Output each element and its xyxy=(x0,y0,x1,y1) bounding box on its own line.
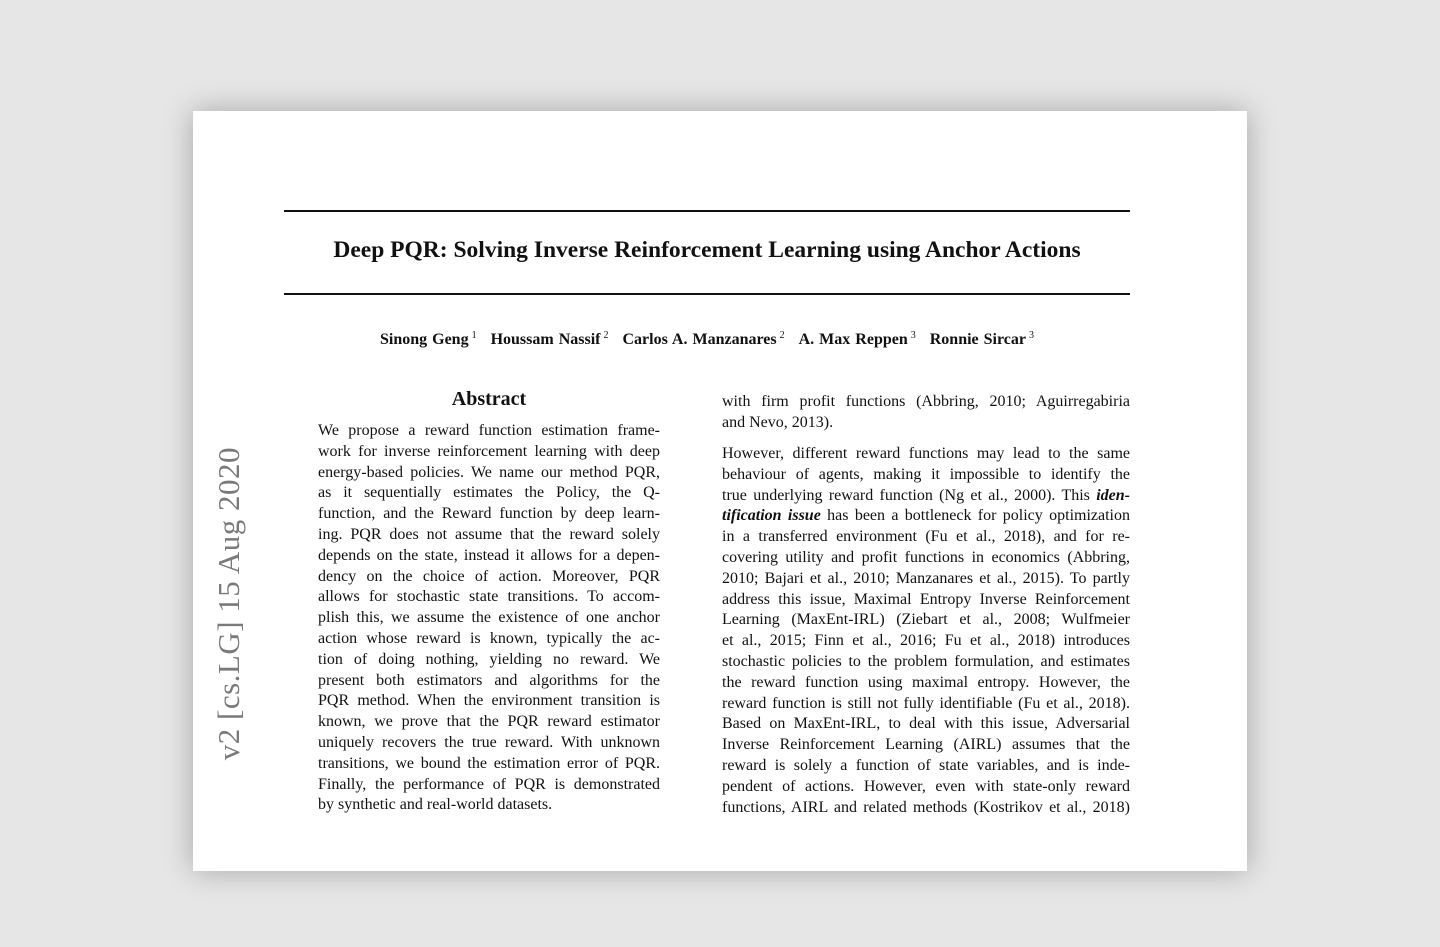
text-line: with firm profit functions (Abbring, 2010; Aguirregabiria xyxy=(722,393,1130,410)
author-affiliation: 1 xyxy=(471,330,477,341)
abstract-line: plish this, we assume the existence of one anchor xyxy=(318,609,660,627)
author-name: Sinong Geng xyxy=(379,331,469,348)
author-name: A. Max Reppen xyxy=(798,331,908,348)
emphasis: tification issue xyxy=(722,507,821,525)
text-line: address this issue, Maximal Entropy Inverse Reinforcement xyxy=(722,590,1130,608)
text-line: tification issue has been a bottleneck for policy optimization xyxy=(722,507,1130,525)
abstract-line: known, we prove that the PQR reward estimator xyxy=(318,713,660,731)
abstract-line: action whose reward is known, typically the ac- xyxy=(318,629,660,647)
text-line: stochastic policies to the problem formulation, and estimates xyxy=(722,653,1130,671)
text-line: the reward function using maximal entropy. However, the xyxy=(722,673,1130,691)
text-line: behaviour of agents, making it impossible to identify the xyxy=(722,465,1130,483)
author-affiliation: 2 xyxy=(603,330,609,341)
emphasis: iden- xyxy=(1096,486,1130,504)
author-list xyxy=(284,330,1130,349)
text-line: reward is solely a function of state variables, and is inde- xyxy=(722,757,1130,775)
text-line: in a transferred environment (Fu et al., 2018), and for re- xyxy=(722,528,1130,546)
abstract-line: ing. PQR does not assume that the reward solely xyxy=(318,525,660,543)
abstract-line: tion of doing nothing, yielding no reward. We xyxy=(318,650,660,668)
abstract-line: PQR method. When the environment transition is xyxy=(318,692,660,710)
author xyxy=(799,331,916,348)
text-line: covering utility and profit functions in economics (Abbring, xyxy=(722,549,1130,567)
abstract-line: by synthetic and real-world datasets. xyxy=(318,796,553,814)
author xyxy=(491,331,609,348)
text-line: Based on MaxEnt-IRL, to deal with this issue, Adversarial xyxy=(722,715,1130,733)
intro-body xyxy=(722,392,1130,818)
paragraph-gap xyxy=(722,434,1130,445)
abstract-line: work for inverse reinforcement learning with deep xyxy=(318,442,660,460)
abstract-line: as it sequentially estimates the Policy, the Q- xyxy=(318,484,660,502)
author-name: Houssam Nassif xyxy=(490,331,601,348)
text-line: true underlying reward function (Ng et al., 2000). This iden- xyxy=(722,486,1130,504)
abstract-line: energy-based policies. We name our method PQR, xyxy=(318,463,660,481)
author-affiliation: 2 xyxy=(779,330,785,341)
abstract-line: present both estimators and algorithms for the xyxy=(318,671,660,689)
abstract-line: Finally, the performance of PQR is demonstrated xyxy=(318,775,660,793)
title-rule-top xyxy=(284,210,1130,212)
abstract-line: transitions, we bound the estimation error of PQR. xyxy=(318,754,660,772)
abstract-heading: Abstract xyxy=(451,388,527,410)
author-affiliation: 3 xyxy=(1029,330,1034,341)
title-rule-bottom xyxy=(284,293,1130,295)
text-line: and Nevo, 2013). xyxy=(722,413,834,431)
text-line: et al., 2015; Finn et al., 2016; Fu et al., 2018) introduces xyxy=(722,632,1130,650)
paper-title: Deep PQR: Solving Inverse Reinforcement Learning using Anchor Actions xyxy=(333,237,1081,263)
text-line: However, different reward functions may lead to the same xyxy=(722,445,1130,463)
abstract-line: function, and the Reward function by deep learn- xyxy=(318,505,660,523)
text-line: functions, AIRL and related methods (Kostrikov et al., 2018) xyxy=(722,798,1130,816)
author-name: Carlos A. Manzanares xyxy=(622,331,777,348)
text-line: Inverse Reinforcement Learning (AIRL) assumes that the xyxy=(722,736,1130,754)
author xyxy=(622,331,784,348)
abstract-line: dency on the choice of action. Moreover, PQR xyxy=(318,567,660,585)
text-line: pendent of actions. However, even with state-only reward xyxy=(722,777,1130,795)
author-name: Ronnie Sircar xyxy=(929,331,1026,348)
abstract-line: allows for stochastic state transitions. To accom- xyxy=(318,588,660,606)
paper-page xyxy=(193,111,1247,871)
abstract-body xyxy=(318,421,660,816)
author xyxy=(380,331,477,348)
text-line: Learning (MaxEnt-IRL) (Ziebart et al., 2008; Wulfmeier xyxy=(722,611,1130,629)
abstract-line: We propose a reward function estimation frame- xyxy=(318,422,660,439)
abstract-line: depends on the state, instead it allows for a depen- xyxy=(318,546,660,564)
author-affiliation: 3 xyxy=(910,330,916,341)
author xyxy=(930,331,1034,348)
abstract-line: uniquely recovers the true reward. With unknown xyxy=(318,733,660,751)
text-line: reward function is still not fully identifiable (Fu et al., 2018). xyxy=(722,694,1130,712)
arxiv-stamp: v2 [cs.LG] 15 Aug 2020 xyxy=(211,447,246,761)
arxiv-stamp-area xyxy=(213,111,263,811)
text-line: 2010; Bajari et al., 2010; Manzanares et al., 2015). To partly xyxy=(722,569,1130,587)
